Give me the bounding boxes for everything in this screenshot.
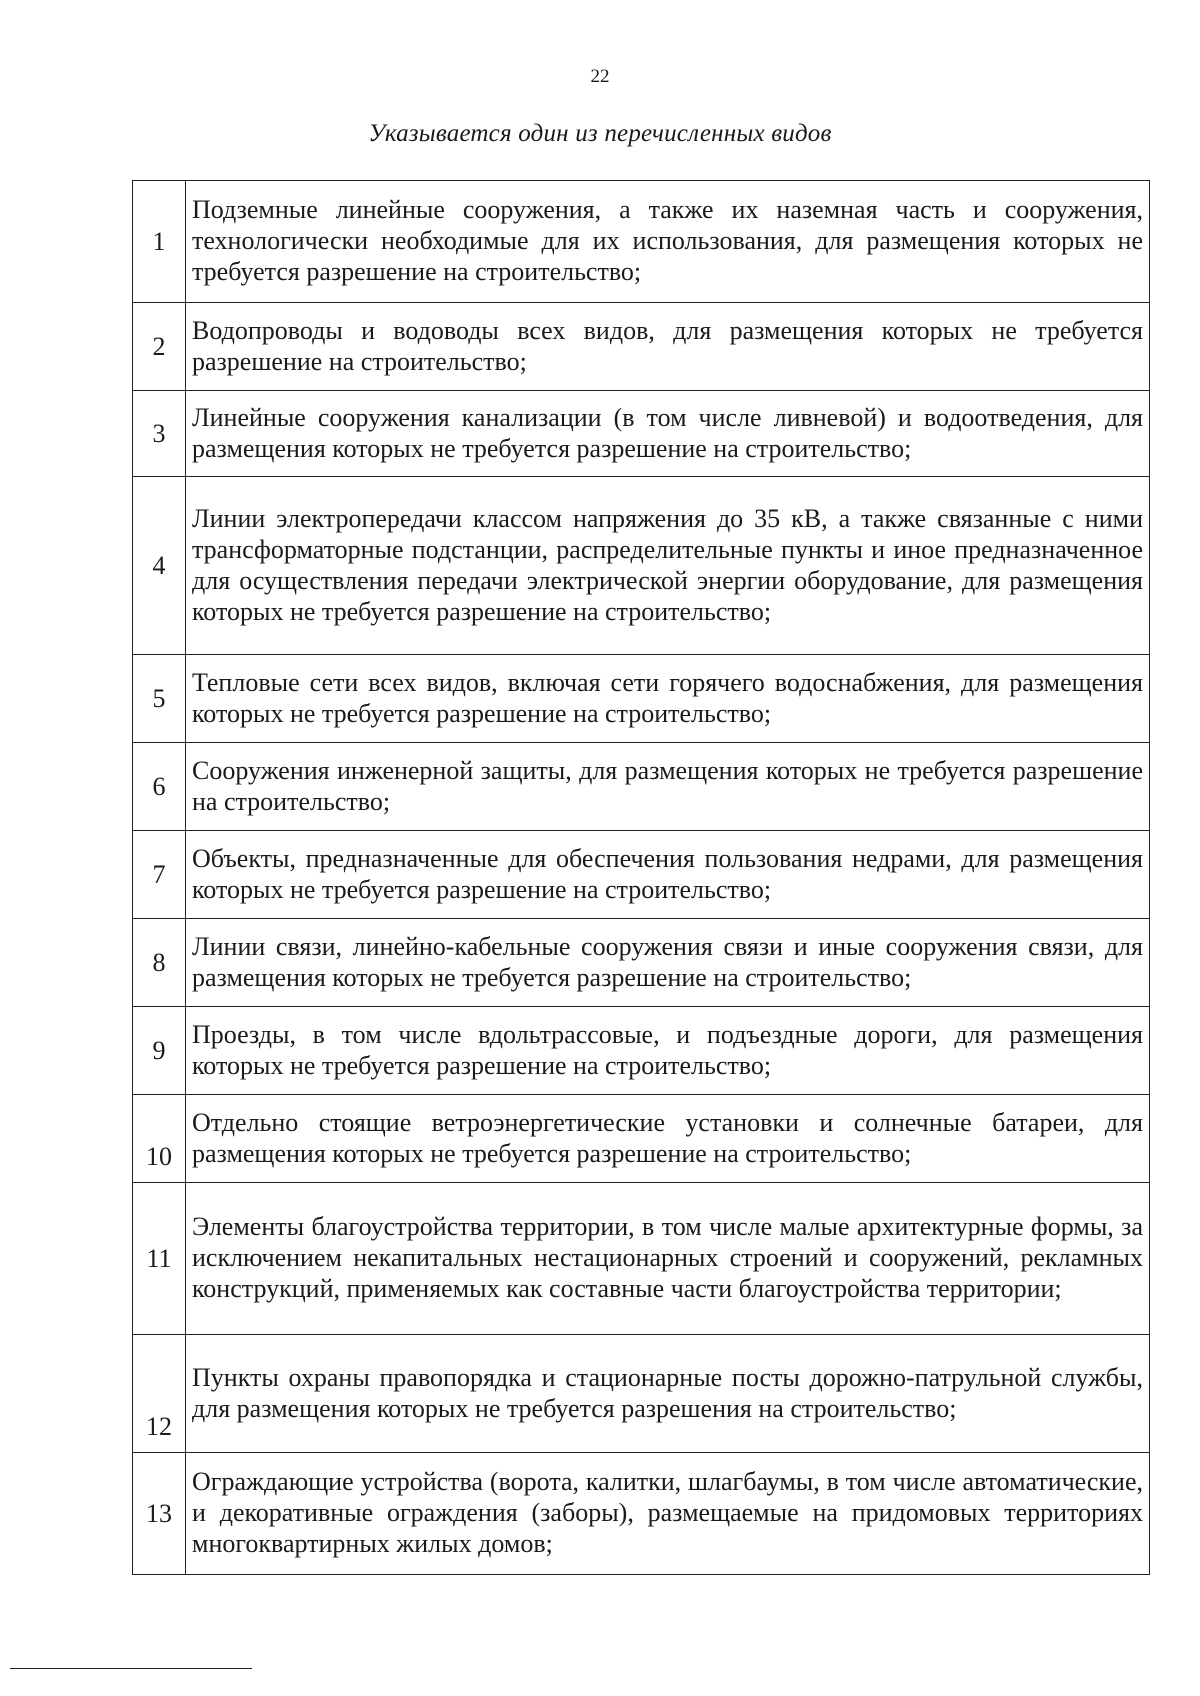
row-number: 13: [133, 1453, 186, 1575]
row-number: 1: [133, 181, 186, 303]
page-number: 22: [590, 66, 610, 87]
table-row: [133, 391, 1150, 477]
row-text: Пункты охраны правопорядка и стационарные посты дорожно-патрульной службы, для размещения которых не требуется разрешения на строительство;: [186, 1335, 1150, 1453]
table-row: [133, 655, 1150, 743]
row-text: Сооружения инженерной защиты, для размещения которых не требуется разрешение на строительство;: [186, 743, 1150, 831]
row-text: Отдельно стоящие ветроэнергетические установки и солнечные батареи, для размещения которых не требуется разрешение на строительство;: [186, 1095, 1150, 1183]
row-text: Линии связи, линейно-кабельные сооружения связи и иные сооружения связи, для размещения которых не требуется разрешение на строительство;: [186, 919, 1150, 1007]
row-number: 10: [133, 1095, 186, 1183]
footnote-divider: [10, 1668, 252, 1669]
table-caption: Указывается один из перечисленных видов: [368, 120, 832, 147]
table-row: [133, 303, 1150, 391]
table-row: [133, 919, 1150, 1007]
row-number: 12: [133, 1335, 186, 1453]
table-row: [133, 1335, 1150, 1453]
row-text: Подземные линейные сооружения, а также их наземная часть и сооружения, технологически необходимые для их использования, для размещения которых не требуется разрешение на строительство;: [186, 181, 1150, 303]
row-number: 5: [133, 655, 186, 743]
row-text: Водопроводы и водоводы всех видов, для размещения которых не требуется разрешение на строительство;: [186, 303, 1150, 391]
row-text: Проезды, в том числе вдольтрассовые, и подъездные дороги, для размещения которых не требуется разрешение на строительство;: [186, 1007, 1150, 1095]
row-number: 6: [133, 743, 186, 831]
row-text: Линии электропередачи классом напряжения до 35 кВ, а также связанные с ними трансформаторные подстанции, распределительные пункты и иное предназначенное для осуществления передачи электрической энергии оборудование, для размещения которых не требуется разрешение на строительство;: [186, 477, 1150, 655]
row-number: 9: [133, 1007, 186, 1095]
table-row: [133, 1183, 1150, 1335]
row-text: Ограждающие устройства (ворота, калитки, шлагбаумы, в том числе автоматические, и декоративные ограждения (заборы), размещаемые на придомовых территориях многоквартирных жилых домов;: [186, 1453, 1150, 1575]
table-row: [133, 1453, 1150, 1575]
structure-types-table: [132, 180, 1150, 1575]
table-row: [133, 831, 1150, 919]
table-row: [133, 181, 1150, 303]
row-text: Объекты, предназначенные для обеспечения пользования недрами, для размещения которых не требуется разрешение на строительство;: [186, 831, 1150, 919]
row-number: 8: [133, 919, 186, 1007]
row-number: 4: [133, 477, 186, 655]
table-row: [133, 477, 1150, 655]
row-number: 3: [133, 391, 186, 477]
row-number: 2: [133, 303, 186, 391]
row-number: 11: [133, 1183, 186, 1335]
row-text: Линейные сооружения канализации (в том числе ливневой) и водоотведения, для размещения которых не требуется разрешение на строительство;: [186, 391, 1150, 477]
row-text: Элементы благоустройства территории, в том числе малые архитектурные формы, за исключением некапитальных нестационарных строений и сооружений, рекламных конструкций, применяемых как составные части благоустройства территории;: [186, 1183, 1150, 1335]
table-row: [133, 1007, 1150, 1095]
row-text: Тепловые сети всех видов, включая сети горячего водоснабжения, для размещения которых не требуется разрешение на строительство;: [186, 655, 1150, 743]
row-number: 7: [133, 831, 186, 919]
table-row: [133, 1095, 1150, 1183]
table-row: [133, 743, 1150, 831]
